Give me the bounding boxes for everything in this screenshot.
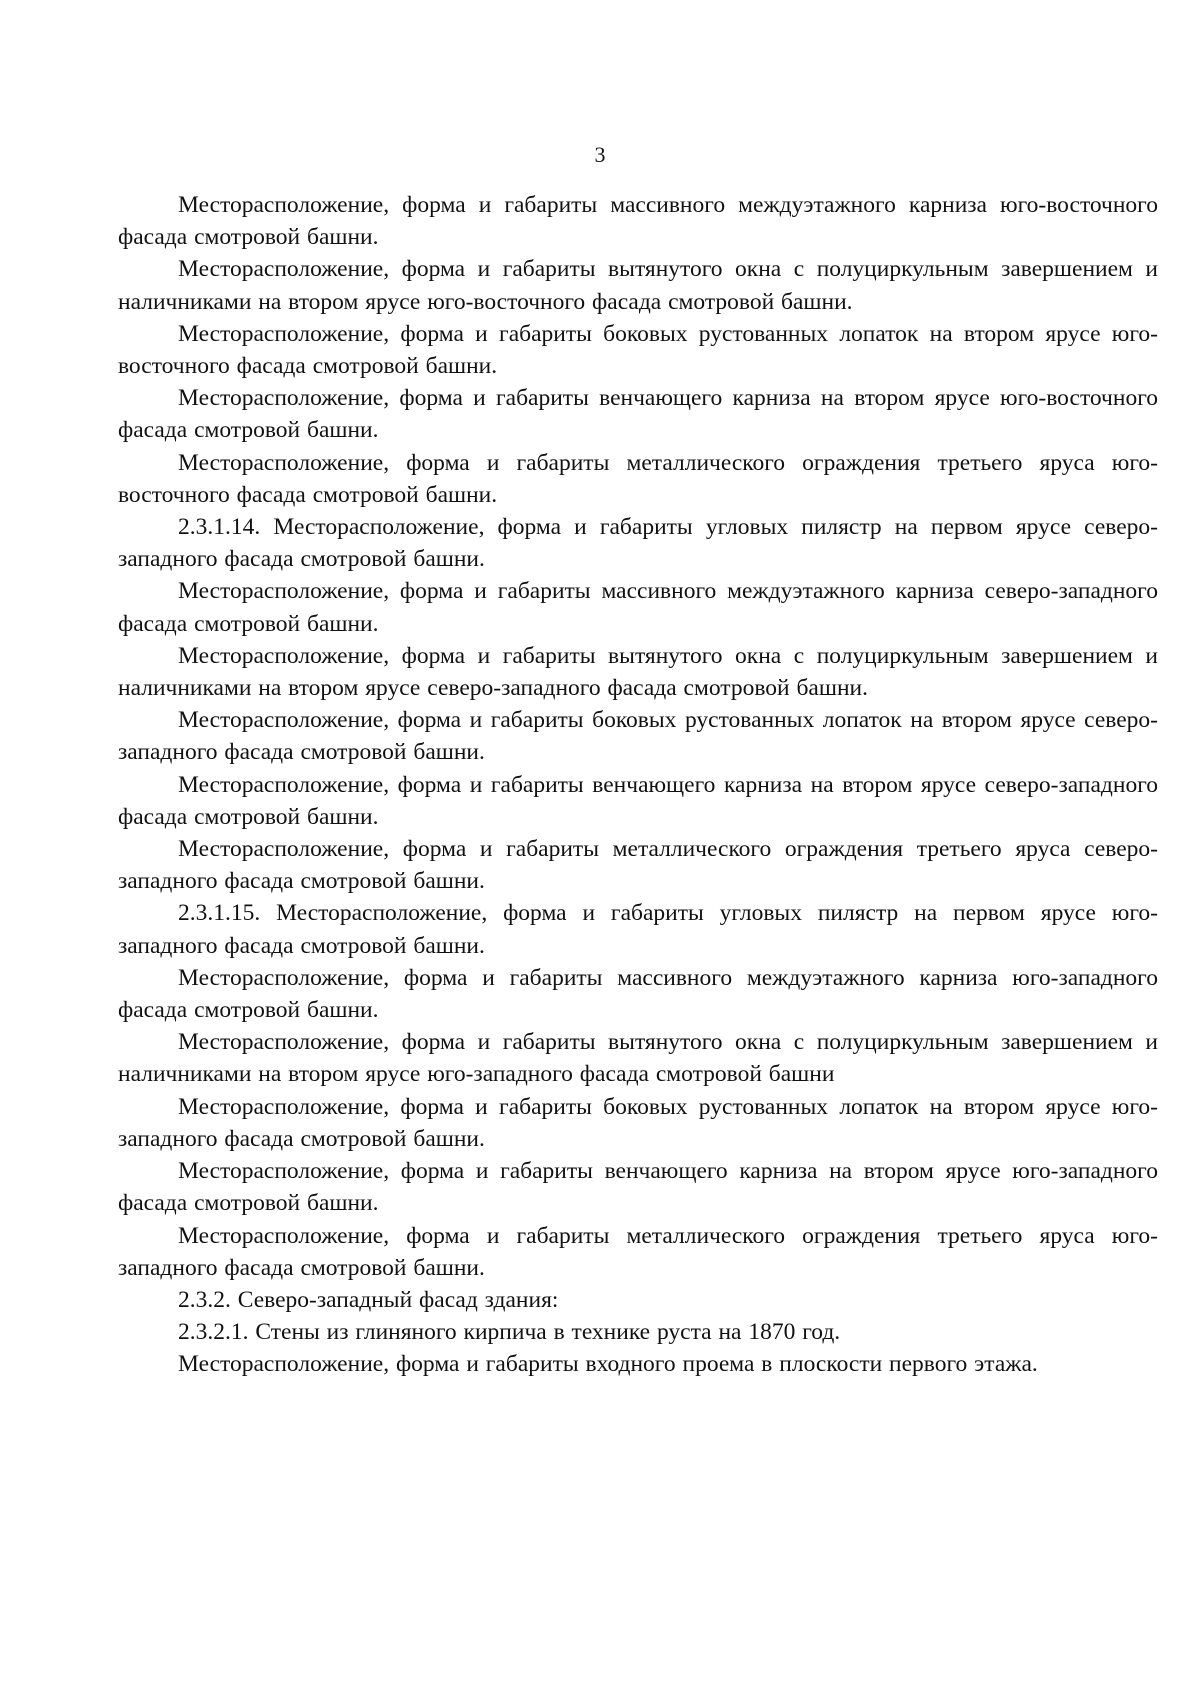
document-body	[118, 189, 1158, 1381]
paragraph: Месторасположение, форма и габариты вытянутого окна с полуциркульным завершением и наличниками на втором ярусе юго-западного фасада смотровой башни	[118, 1029, 1158, 1088]
paragraph: Месторасположение, форма и габариты венчающего карниза на втором ярусе юго-западного фасада смотровой башни.	[118, 1158, 1158, 1217]
paragraph: Месторасположение, форма и габариты металлического ограждения третьего яруса юго-западного фасада смотровой башни.	[118, 1222, 1158, 1281]
paragraph: 2.3.2.1. Стены из глиняного кирпича в технике руста на 1870 год.	[178, 1319, 841, 1346]
paragraph: Месторасположение, форма и габариты венчающего карниза на втором ярусе юго-восточного фасада смотровой башни.	[118, 385, 1158, 444]
paragraph: Месторасположение, форма и габариты венчающего карниза на втором ярусе северо-западного фасада смотровой башни.	[118, 771, 1158, 830]
paragraph: Месторасположение, форма и габариты массивного междуэтажного карниза юго-восточного фасада смотровой башни.	[118, 192, 1158, 251]
page-number: 3	[594, 142, 606, 167]
paragraph: Месторасположение, форма и габариты металлического ограждения третьего яруса юго-восточного фасада смотровой башни.	[118, 449, 1158, 508]
paragraph: Месторасположение, форма и габариты вытянутого окна с полуциркульным завершением и наличниками на втором ярусе северо-западного фасада смотровой башни.	[118, 642, 1158, 702]
paragraph: Месторасположение, форма и габариты металлического ограждения третьего яруса северо-западного фасада смотровой башни.	[118, 836, 1158, 895]
paragraph: Месторасположение, форма и габариты массивного междуэтажного карниза северо-западного фасада смотровой башни.	[118, 578, 1158, 637]
paragraph: Месторасположение, форма и габариты боковых рустованных лопаток на втором ярусе юго-западного фасада смотровой башни.	[118, 1093, 1158, 1152]
paragraph: 2.3.1.15. Месторасположение, форма и габариты угловых пилястр на первом ярусе юго-западного фасада смотровой башни.	[118, 900, 1158, 959]
paragraph: Месторасположение, форма и габариты массивного междуэтажного карниза юго-западного фасада смотровой башни.	[118, 964, 1158, 1024]
paragraph: Месторасположение, форма и габариты боковых рустованных лопаток на втором ярусе северо-западного фасада смотровой башни.	[118, 707, 1158, 766]
paragraph: Месторасположение, форма и габариты входного проема в плоскости первого этажа.	[178, 1351, 1038, 1378]
paragraph: 2.3.1.14. Месторасположение, форма и габариты угловых пилястр на первом ярусе северо-западного фасада смотровой башни.	[118, 514, 1158, 573]
paragraph: Месторасположение, форма и габариты вытянутого окна с полуциркульным завершением и наличниками на втором ярусе юго-восточного фасада смотровой башни.	[118, 256, 1158, 315]
paragraph: 2.3.2. Северо-западный фасад здания:	[178, 1286, 559, 1313]
paragraph: Месторасположение, форма и габариты боковых рустованных лопаток на втором ярусе юго-восточного фасада смотровой башни.	[118, 320, 1158, 380]
